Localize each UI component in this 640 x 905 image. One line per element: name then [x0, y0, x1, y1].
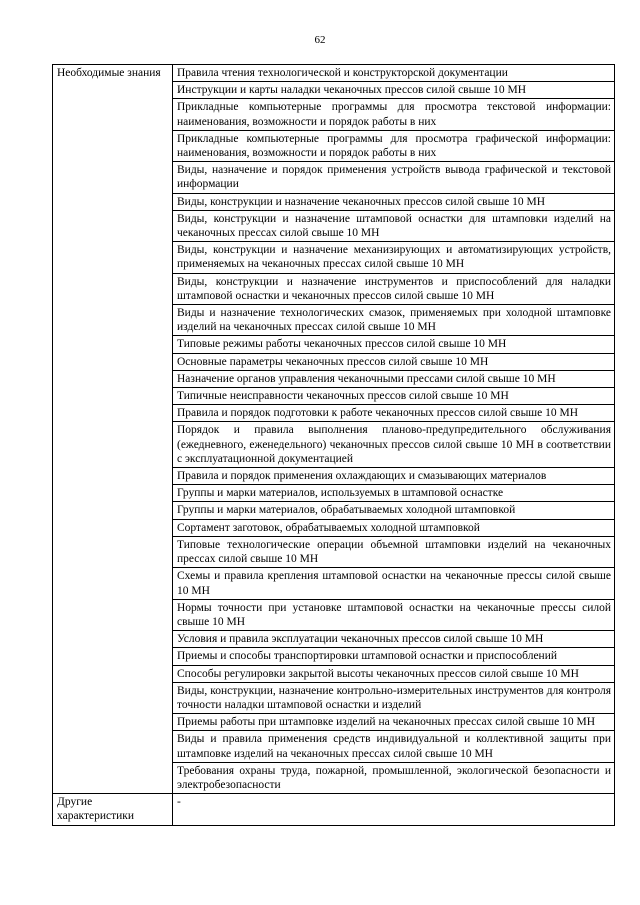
knowledge-table [52, 64, 615, 826]
knowledge-item: Сортамент заготовок, обрабатываемых холодной штамповкой [173, 519, 615, 536]
knowledge-item: Виды и назначение технологических смазок, применяемых при холодной штамповке изделий на чеканочных прессах силой свыше 10 МН [173, 305, 615, 336]
knowledge-table-body [53, 65, 615, 826]
table-row [53, 65, 615, 82]
knowledge-item: Условия и правила эксплуатации чеканочных прессов силой свыше 10 МН [173, 631, 615, 648]
knowledge-item: Группы и марки материалов, используемых в штамповой оснастке [173, 485, 615, 502]
knowledge-item: Схемы и правила крепления штамповой оснастки на чеканочные прессы силой свыше 10 МН [173, 568, 615, 599]
knowledge-item: Группы и марки материалов, обрабатываемых холодной штамповкой [173, 502, 615, 519]
knowledge-item: Типичные неисправности чеканочных прессов силой свыше 10 МН [173, 388, 615, 405]
page-number: 62 [314, 34, 326, 46]
knowledge-item: Виды, конструкции и назначение механизирующих и автоматизирующих устройств, применяемых на чеканочных прессах силой свыше 10 МН [173, 242, 615, 273]
knowledge-item: Правила и порядок применения охлаждающих и смазывающих материалов [173, 468, 615, 485]
table-row [53, 794, 615, 825]
other-characteristics-value: - [173, 794, 615, 825]
knowledge-item: Инструкции и карты наладки чеканочных прессов силой свыше 10 МН [173, 82, 615, 99]
knowledge-item: Приемы и способы транспортировки штамповой оснастки и приспособлений [173, 648, 615, 665]
knowledge-item: Прикладные компьютерные программы для просмотра текстовой информации: наименования, возможности и порядок работы в них [173, 99, 615, 130]
knowledge-item: Виды, конструкции и назначение инструментов и приспособлений для наладки штамповой оснастки и чеканочных прессов силой свыше 10 МН [173, 273, 615, 304]
knowledge-item: Типовые режимы работы чеканочных прессов силой свыше 10 МН [173, 336, 615, 353]
knowledge-item: Прикладные компьютерные программы для просмотра графической информации: наименования, возможности и порядок работы в них [173, 130, 615, 161]
knowledge-item: Приемы работы при штамповке изделий на чеканочных прессах силой свыше 10 МН [173, 714, 615, 731]
other-characteristics-label: Другие характеристики [53, 794, 173, 825]
knowledge-item: Виды, конструкции и назначение штамповой оснастки для штамповки изделий на чеканочных прессах силой свыше 10 МН [173, 210, 615, 241]
knowledge-item: Способы регулировки закрытой высоты чеканочных прессов силой свыше 10 МН [173, 665, 615, 682]
knowledge-item: Назначение органов управления чеканочными прессами силой свыше 10 МН [173, 370, 615, 387]
knowledge-item: Порядок и правила выполнения планово-предупредительного обслуживания (ежедневного, еженедельного) чеканочных прессов силой свыше 10 МН в соответствии с эксплуатационной документацией [173, 422, 615, 468]
knowledge-label: Необходимые знания [53, 65, 173, 794]
knowledge-item: Виды, назначение и порядок применения устройств вывода графической и текстовой информации [173, 162, 615, 193]
knowledge-item: Нормы точности при установке штамповой оснастки на чеканочные прессы силой свыше 10 МН [173, 599, 615, 630]
knowledge-item: Виды, конструкции и назначение чеканочных прессов силой свыше 10 МН [173, 193, 615, 210]
knowledge-item: Основные параметры чеканочных прессов силой свыше 10 МН [173, 353, 615, 370]
knowledge-item: Правила и порядок подготовки к работе чеканочных прессов силой свыше 10 МН [173, 405, 615, 422]
knowledge-item: Виды, конструкции, назначение контрольно-измерительных инструментов для контроля точности наладки штамповой оснастки и изделий [173, 682, 615, 713]
knowledge-item: Правила чтения технологической и конструкторской документации [173, 65, 615, 82]
knowledge-item: Требования охраны труда, пожарной, промышленной, экологической безопасности и электробезопасности [173, 762, 615, 793]
knowledge-item: Типовые технологические операции объемной штамповки изделий на чеканочных прессах силой свыше 10 МН [173, 536, 615, 567]
knowledge-item: Виды и правила применения средств индивидуальной и коллективной защиты при штамповке изделий на чеканочных прессах силой свыше 10 МН [173, 731, 615, 762]
